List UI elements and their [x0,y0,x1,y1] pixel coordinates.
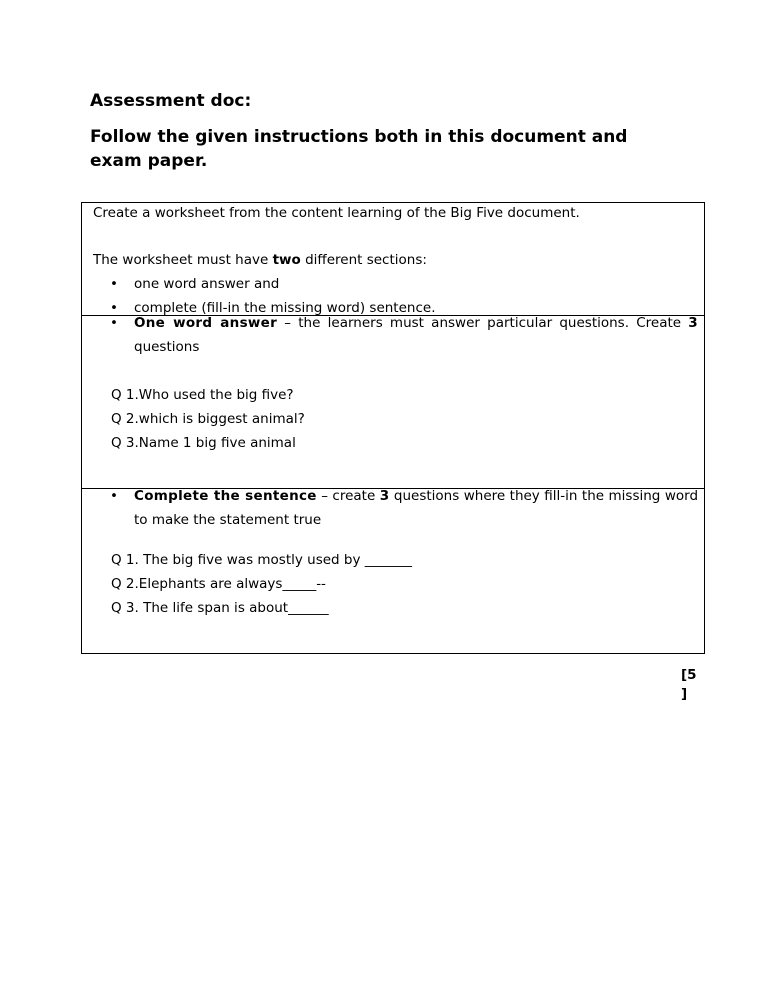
section-two-text [134,484,698,532]
bullet-icon: • [110,488,118,504]
marks-total: [5 ] [681,667,697,702]
question-two: Q 2.Elephants are always_____-- [111,576,326,592]
sections-suffix: different sections: [300,252,427,268]
sections-count: two [272,252,301,268]
section-one-desc-end: questions [134,339,200,355]
question-one: Q 1.Who used the big five? [111,387,294,403]
section-two-count: 3 [379,488,390,504]
section-two-title: Complete the sentence [134,488,317,504]
section-one-desc: – the learners must answer particular questions. Create [277,315,689,331]
sections-prefix: The worksheet must have [93,252,273,268]
section-one-title: One word answer [134,315,278,331]
question-two: Q 2.which is biggest animal? [111,411,305,427]
question-three: Q 3.Name 1 big five animal [111,435,296,451]
list-item [93,272,698,296]
instructions-heading: Follow the given instructions both in this document and exam paper. [90,127,628,171]
bullet-icon: • [110,276,118,292]
section-two-desc-end: questions where they fill-in the missing word to make the statement true [134,488,699,528]
section-one-text [134,311,698,359]
list-item-label: complete (fill-in the missing word) sentence. [134,300,436,316]
task-box [81,202,705,316]
one-word-answer-box [81,315,705,489]
document-title: Assessment doc: [90,91,252,111]
list-item-label: one word answer and [134,276,280,292]
complete-sentence-box [81,488,705,654]
section-one-description [93,311,698,359]
section-one-count: 3 [688,315,698,331]
bullet-icon: • [110,315,118,331]
section-two-description [93,484,698,532]
question-three: Q 3. The life span is about______ [111,600,329,616]
question-one: Q 1. The big five was mostly used by _______ [111,552,413,568]
bullet-icon: • [110,300,118,316]
sections-sentence [93,248,427,272]
section-two-desc: – create [316,488,380,504]
task-intro: Create a worksheet from the content learning of the Big Five document. [93,205,580,221]
